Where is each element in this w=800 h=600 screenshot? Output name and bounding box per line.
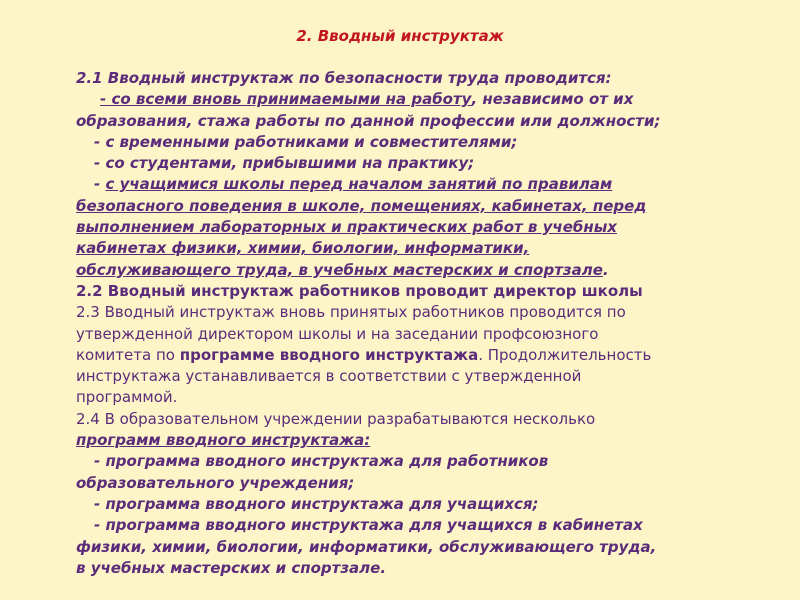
list-item: - с временными работниками и совместителями; xyxy=(94,132,518,151)
item4-link-cont[interactable]: безопасного поведения в школе, помещениях, кабинетах, перед xyxy=(76,196,647,215)
list-item: - с учащимися школы перед началом занятий по правилам xyxy=(94,175,613,194)
list-item-cont: образовательного учреждения; xyxy=(76,473,355,492)
list-item: - со всеми вновь принимаемыми на работу, независимо от их xyxy=(100,90,634,109)
program-link: программе вводного инструктажа xyxy=(179,345,479,364)
section-2-3-line: комитета по программе вводного инструктажа. Продолжительность xyxy=(76,345,652,364)
item4-link-end: обслуживающего труда, в учебных мастерских и спортзале. xyxy=(76,260,609,279)
section-2-3-line: инструктажа устанавливается в соответствии с утвержденной xyxy=(76,367,582,386)
section-2-3-line: программой. xyxy=(76,388,178,407)
item1-link[interactable]: - со всеми вновь принимаемыми на работу xyxy=(100,90,472,109)
section-2-3-line: утвержденной директором школы и на заседании профсоюзного xyxy=(76,324,599,343)
programs-link[interactable]: программ вводного инструктажа: xyxy=(76,431,371,450)
list-item: - программа вводного инструктажа для учащихся; xyxy=(94,494,539,513)
list-item: - программа вводного инструктажа для учащихся в кабинетах xyxy=(94,516,643,535)
list-item: - программа вводного инструктажа для работников xyxy=(94,452,549,471)
list-item-cont: образования, стажа работы по данной профессии или должности; xyxy=(76,111,661,130)
list-item: - со студентами, прибывшими на практику; xyxy=(94,154,475,173)
slide-title: 2. Вводный инструктаж xyxy=(296,27,504,45)
slide-content xyxy=(76,68,776,579)
list-item-cont: физики, химии, биологии, информатики, обслуживающего труда, xyxy=(76,537,657,556)
list-item-cont: в учебных мастерских и спортзале. xyxy=(76,558,387,577)
item4-link-cont[interactable]: кабинетах физики, химии, биологии, информатики, xyxy=(76,239,530,258)
item4-link-cont[interactable]: выполнением лабораторных и практических работ в учебных xyxy=(76,218,617,237)
section-2-3-line: 2.3 Вводный инструктаж вновь принятых работников проводится по xyxy=(76,303,626,322)
section-2-2: 2.2 Вводный инструктаж работников проводит директор школы xyxy=(76,281,643,300)
item4-link[interactable]: с учащимися школы перед началом занятий по правилам xyxy=(105,175,613,194)
section-2-4-line: 2.4 В образовательном учреждении разрабатываются несколько xyxy=(76,409,596,428)
section-2-1-heading: 2.1 Вводный инструктаж по безопасности труда проводится: xyxy=(76,69,612,87)
